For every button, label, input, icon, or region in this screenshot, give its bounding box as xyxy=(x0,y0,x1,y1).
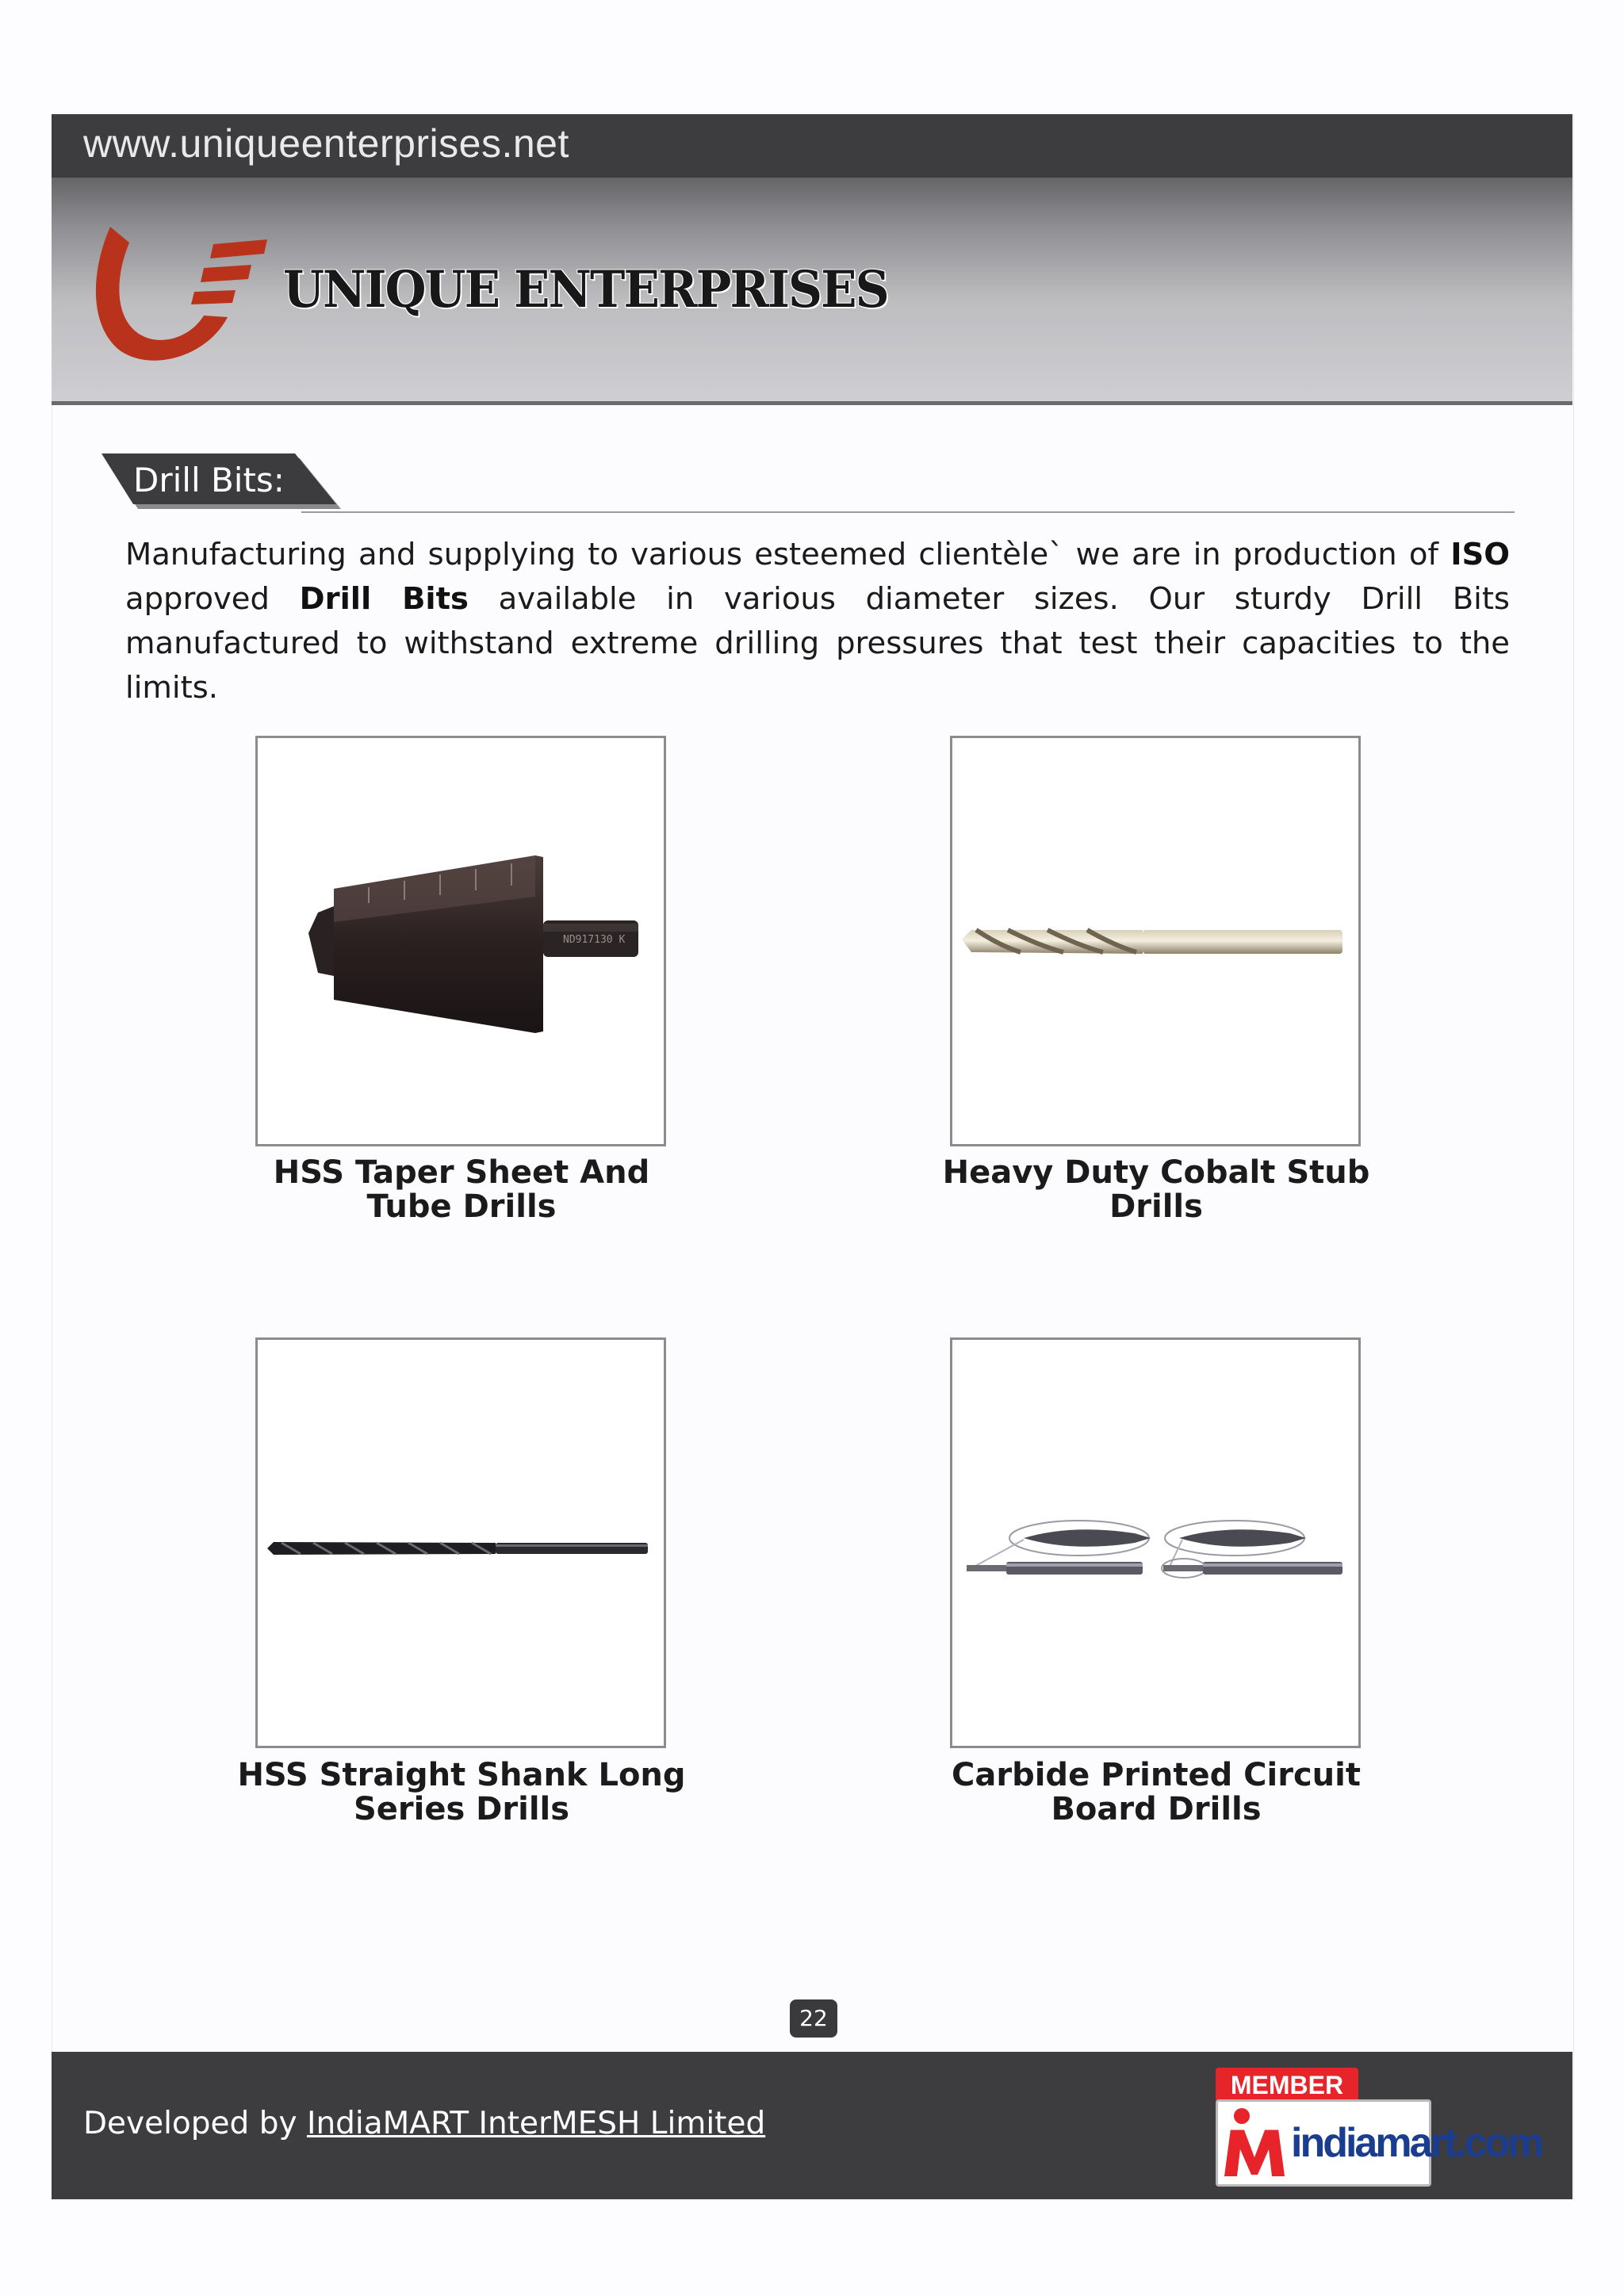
product-title-hss-taper[interactable]: HSS Taper Sheet And Tube Drills xyxy=(273,1154,650,1225)
pcb-drill-image xyxy=(952,1340,1358,1746)
page-number: 22 xyxy=(790,1999,837,2038)
company-header xyxy=(52,178,1572,405)
cobalt-stub-drill-image xyxy=(952,738,1358,1144)
url-bar xyxy=(52,114,1572,178)
company-name: UNIQUE ENTERPRISES xyxy=(283,260,888,320)
long-series-drill-image xyxy=(258,1340,664,1746)
member-badge: MEMBER xyxy=(1216,2068,1358,2103)
product-title-cobalt-stub[interactable]: Heavy Duty Cobalt Stub Drills xyxy=(942,1154,1370,1225)
indiamart-logo[interactable] xyxy=(1216,2099,1542,2187)
svg-text:ND917130 K: ND917130 K xyxy=(563,934,626,946)
section-divider xyxy=(301,511,1515,513)
developed-by-text: Developed by IndiaMART InterMESH Limited xyxy=(83,2106,766,2141)
unique-enterprises-logo xyxy=(88,222,278,365)
product-card-cobalt-stub[interactable] xyxy=(950,736,1361,1146)
footer xyxy=(52,2052,1572,2199)
step-drill-bit-image xyxy=(258,738,664,1144)
product-card-hss-long[interactable] xyxy=(255,1337,666,1748)
indiamart-wordmark: indiamart.com xyxy=(1291,2120,1542,2166)
intro-paragraph: Manufacturing and supplying to various esteemed clientèle` we are in production of ISO approved Drill Bits available in various diameter sizes. Our sturdy Drill Bits manufactured to withstand extreme drilling pressures that test their capacities to the limits. xyxy=(125,537,1510,706)
product-title-hss-long[interactable]: HSS Straight Shank Long Series Drills xyxy=(237,1757,686,1827)
developer-link[interactable]: IndiaMART InterMESH Limited xyxy=(306,2106,766,2141)
product-title-carbide-pcb[interactable]: Carbide Printed Circuit Board Drills xyxy=(952,1757,1361,1827)
product-card-hss-taper[interactable] xyxy=(255,736,666,1146)
indiamart-m-icon xyxy=(1218,2102,1291,2184)
iso-emphasis: ISO xyxy=(1450,537,1510,572)
section-title: Drill Bits: xyxy=(133,461,285,499)
product-card-carbide-pcb[interactable] xyxy=(950,1337,1361,1748)
drill-bits-emphasis: Drill Bits xyxy=(299,581,469,617)
website-url[interactable]: www.uniqueenterprises.net xyxy=(83,121,569,166)
